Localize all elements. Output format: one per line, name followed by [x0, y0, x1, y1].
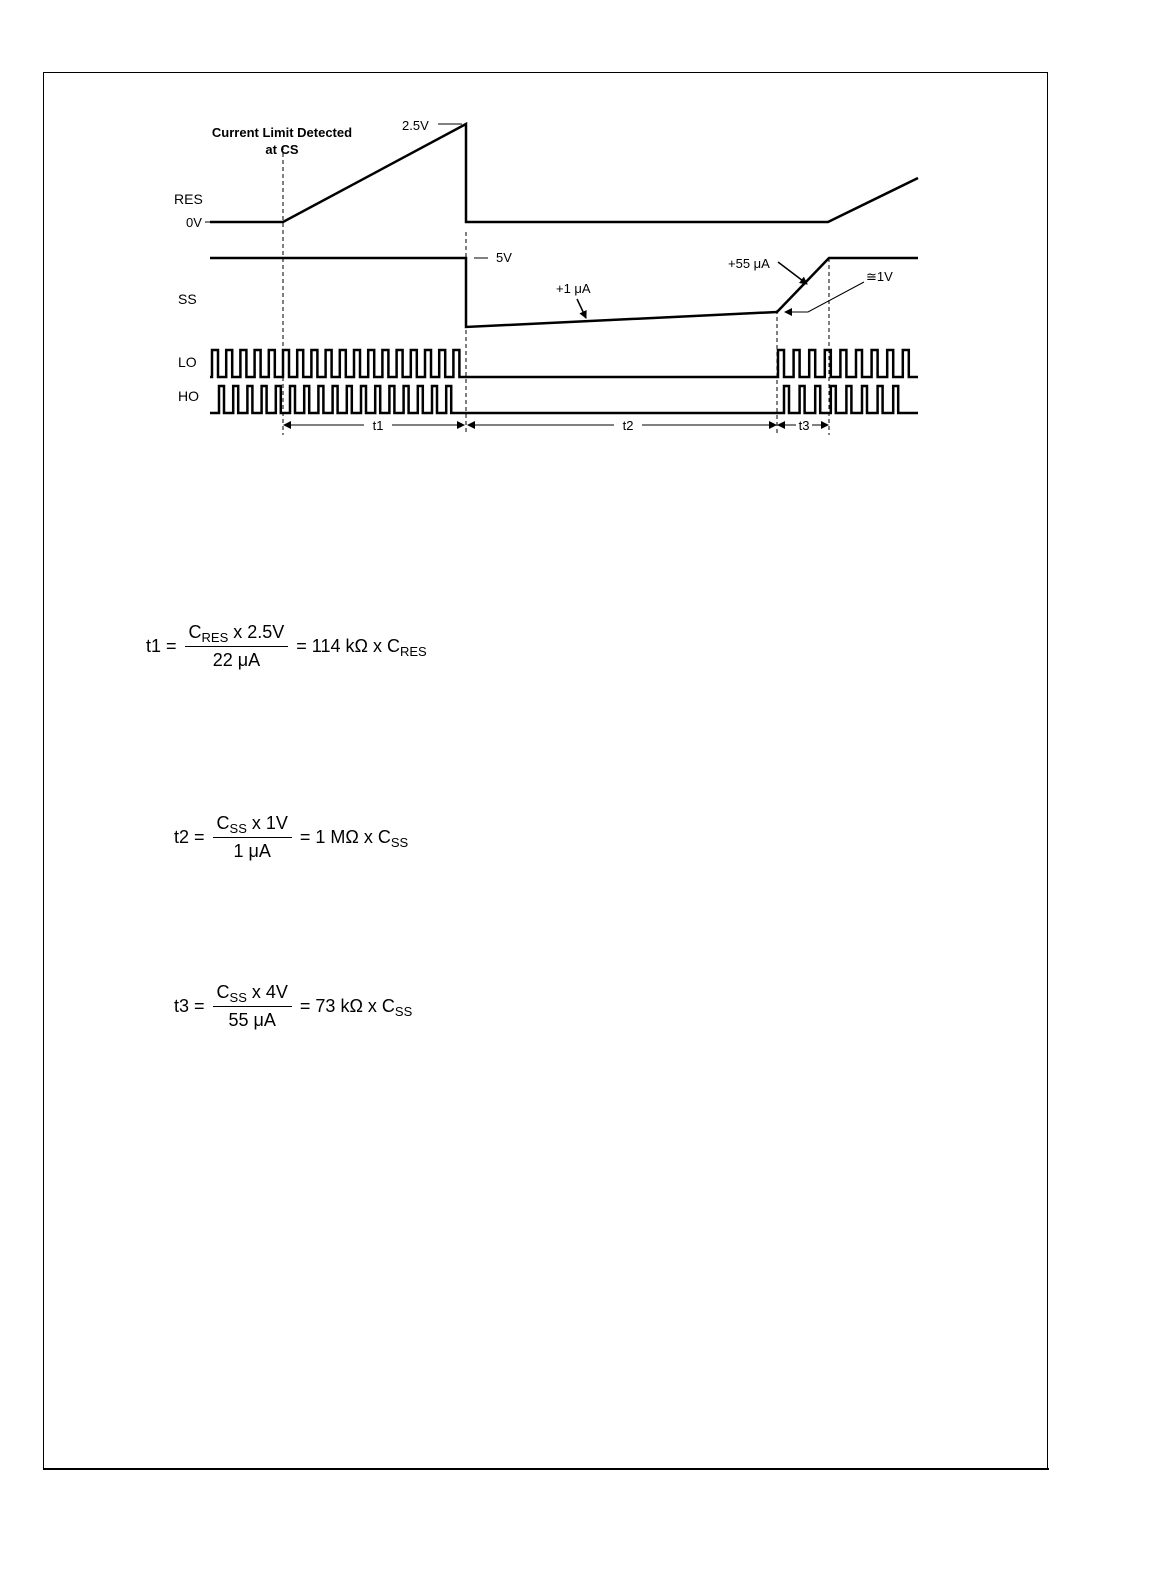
equation-t1-fraction: [185, 622, 289, 671]
equation-t1-rhs: = 114 kΩ x $C_{RES}$: [296, 636, 427, 659]
equation-t1-denominator: 22 μA: [212, 650, 261, 670]
label-t3: t3: [798, 418, 810, 433]
label-ss: SS: [178, 291, 197, 307]
ho-waveform: [210, 386, 918, 413]
equation-t3-rhs: = 73 kΩ x $C_{SS}$: [299, 996, 413, 1019]
equation-t3: [174, 982, 412, 1031]
equation-t3-numerator: $C_{SS}$ x 4V: [216, 982, 288, 1005]
timing-diagram: [0, 0, 1172, 470]
equation-t1: [146, 622, 427, 671]
label-plus-1ua: +1 μA: [556, 281, 591, 296]
label-current-limit-1: Current Limit Detected: [211, 125, 353, 140]
equation-t3-fraction: [213, 982, 292, 1031]
equation-t3-denominator: 55 μA: [228, 1010, 276, 1030]
equation-t2-denominator: 1 μA: [233, 841, 271, 861]
equation-t3-lhs: t3 =: [174, 996, 205, 1016]
equation-t2: [174, 813, 408, 862]
label-ho: HO: [178, 388, 199, 404]
label-t1: t1: [372, 418, 384, 433]
footer-rule: [43, 1468, 1049, 1470]
label-lo: LO: [178, 354, 197, 370]
label-approx-1v: ≅1V: [866, 269, 893, 284]
equation-t1-lhs: t1 =: [146, 636, 177, 656]
label-res: RES: [174, 191, 203, 207]
arrow-plus-1ua: [577, 299, 586, 318]
equation-t2-numerator: $C_{SS}$ x 1V: [216, 813, 288, 836]
label-current-limit-2: at CS: [265, 142, 299, 157]
equation-t2-fraction: [213, 813, 292, 862]
label-plus-55ua: +55 μA: [728, 256, 770, 271]
label-res-0v: 0V: [186, 215, 202, 230]
label-ss-5v: 5V: [496, 250, 512, 265]
equation-t2-rhs: = 1 MΩ x $C_{SS}$: [299, 827, 409, 850]
arrow-approx-1v: [785, 282, 864, 312]
equation-t2-lhs: t2 =: [174, 827, 205, 847]
label-res-2-5v: 2.5V: [402, 118, 429, 133]
lo-waveform: [210, 350, 918, 377]
equation-t1-numerator: $C_{RES}$ x 2.5V: [188, 622, 285, 645]
arrow-plus-55ua: [778, 262, 807, 284]
label-t2: t2: [622, 418, 634, 433]
